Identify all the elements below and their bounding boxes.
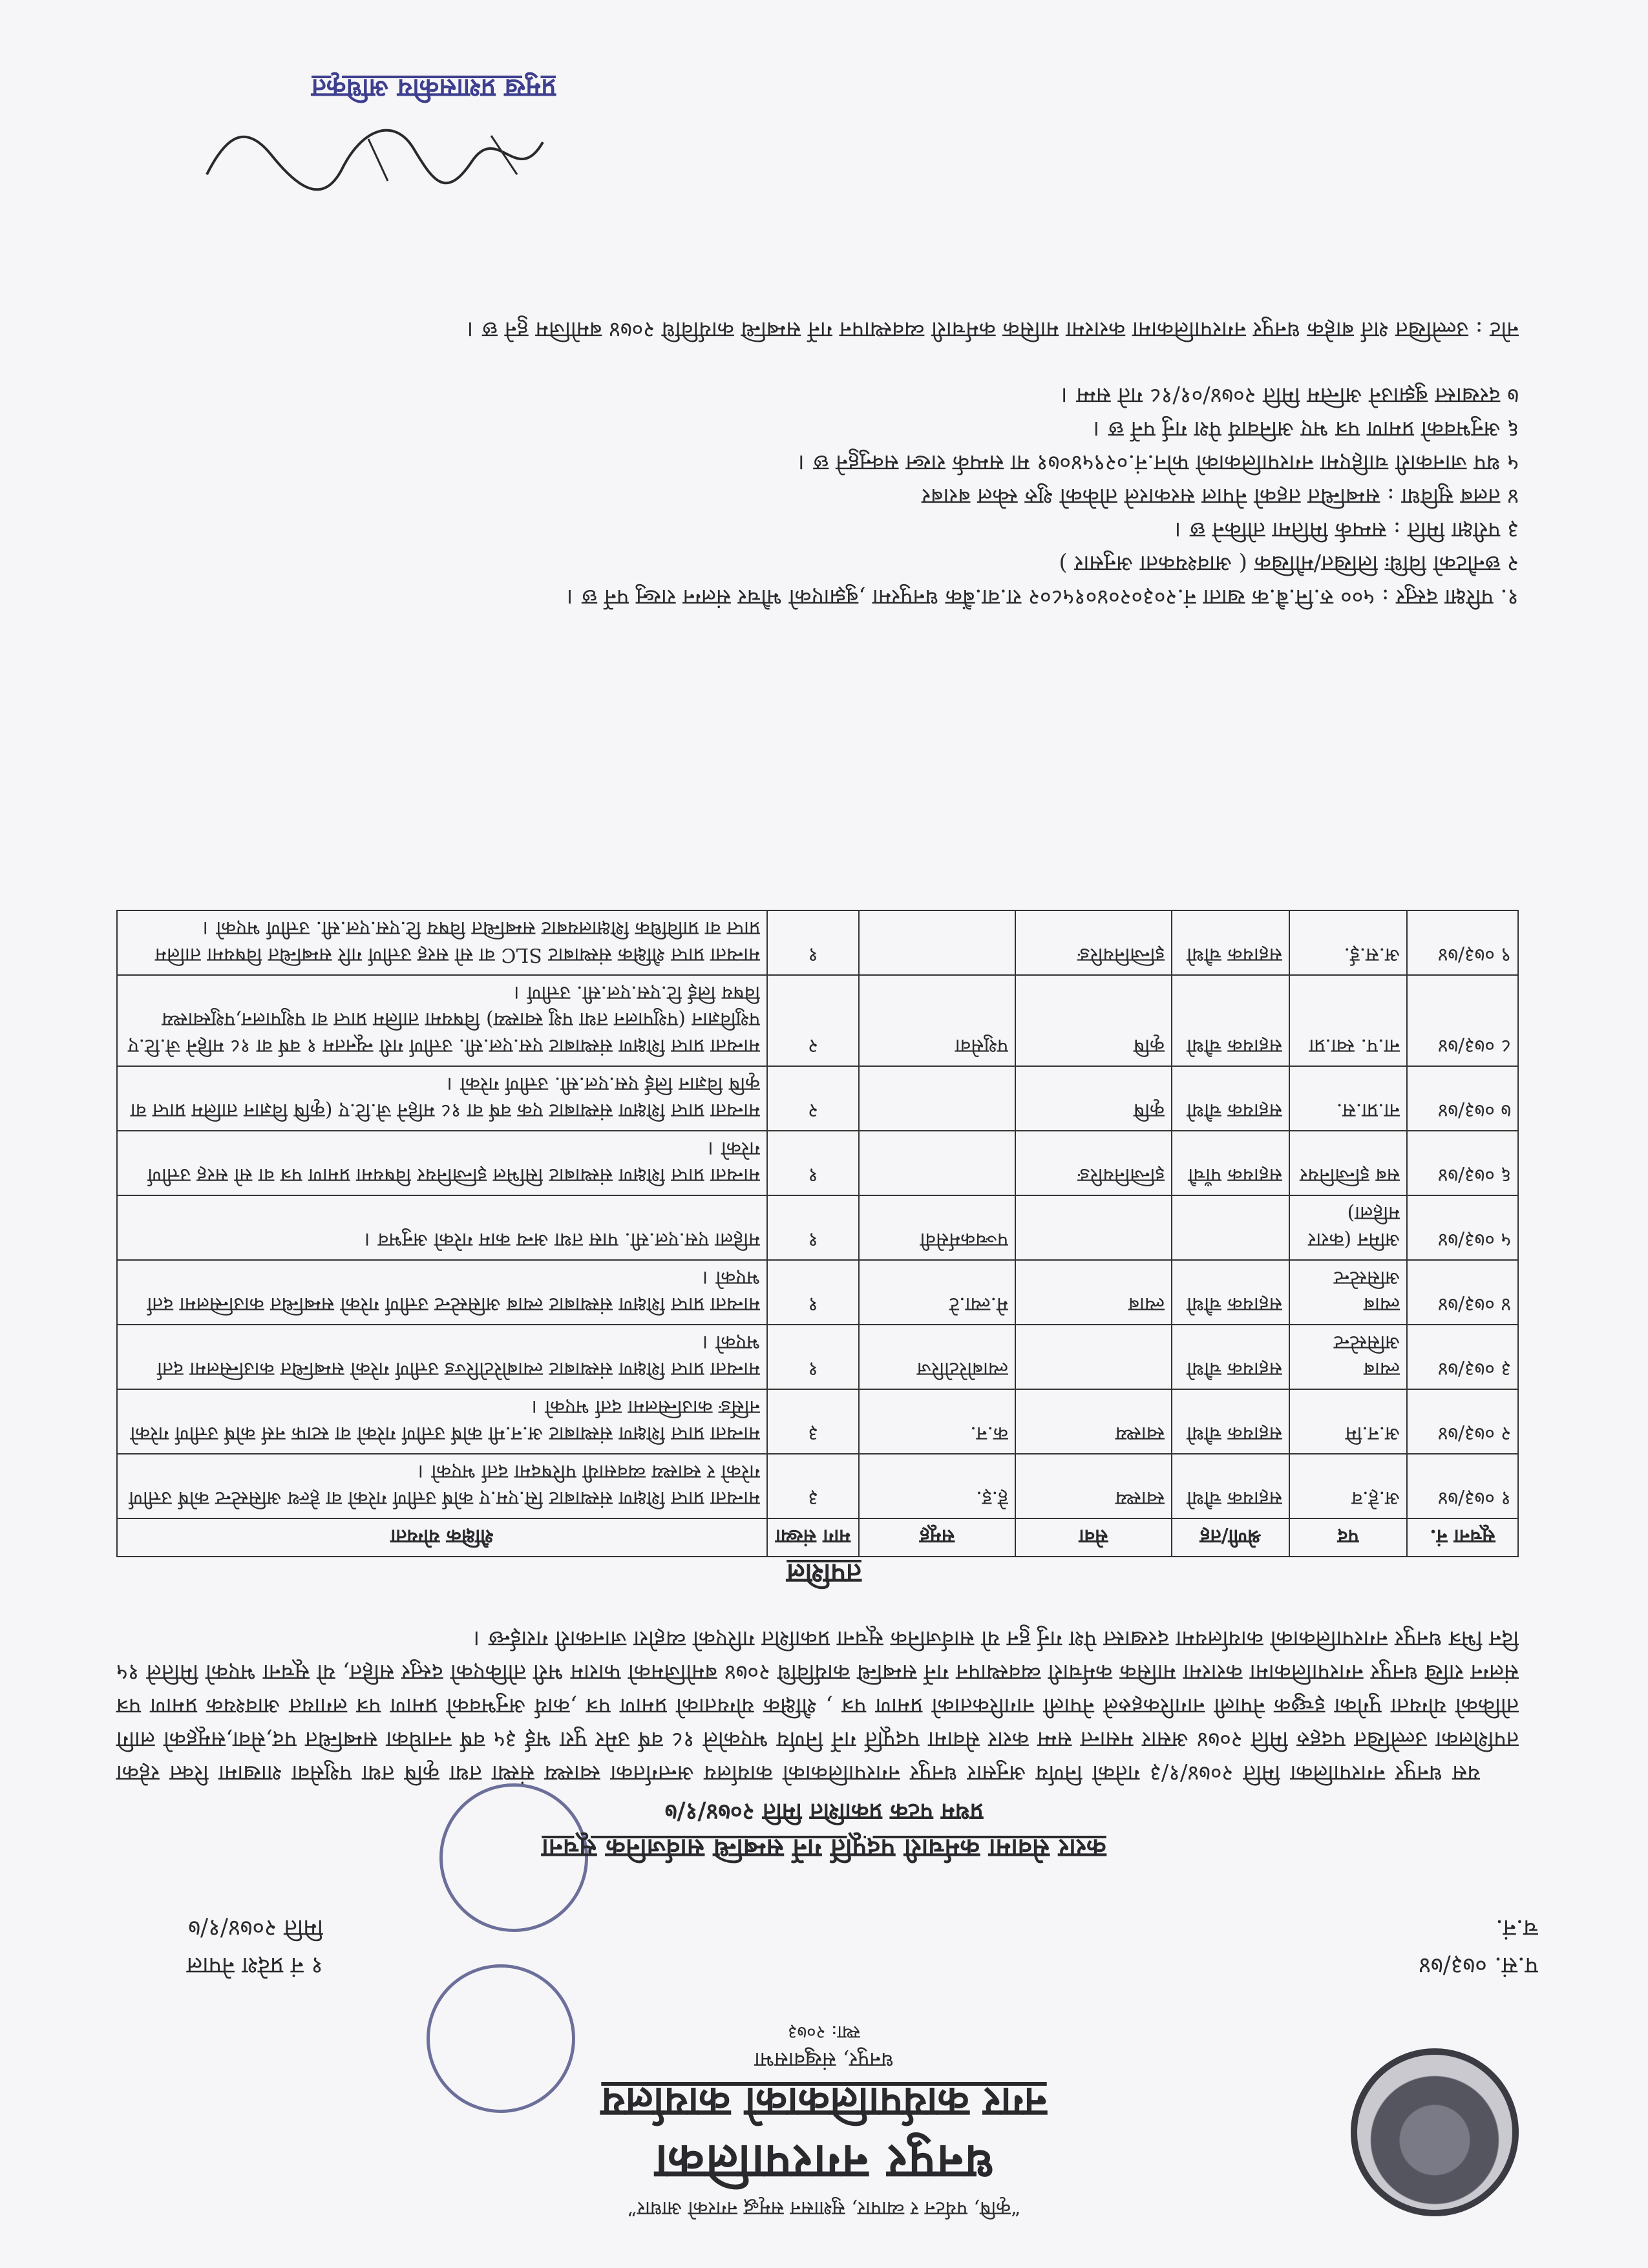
table-cell: हे.इ. bbox=[859, 1454, 1015, 1518]
table-cell bbox=[859, 1131, 1015, 1195]
table-cell: कृषि bbox=[1015, 1066, 1172, 1131]
table-cell: पशुसेवा bbox=[859, 975, 1015, 1066]
handwritten-signature-icon bbox=[194, 116, 556, 200]
table-body bbox=[117, 910, 1518, 1518]
office-address: धनपुर, संखुवासभा bbox=[754, 2048, 894, 2072]
table-cell: ५ ०७३/७४ bbox=[1407, 1195, 1518, 1260]
table-row bbox=[117, 1131, 1518, 1195]
column-header: माग संख्या bbox=[767, 1518, 859, 1557]
terms-list bbox=[116, 379, 1519, 614]
signature-block bbox=[168, 72, 556, 200]
vacancy-table bbox=[116, 910, 1519, 1557]
table-cell: ल्याब bbox=[1015, 1260, 1172, 1325]
table-cell: ल्याबोरेटोरिज bbox=[859, 1325, 1015, 1389]
table-row bbox=[117, 1454, 1518, 1518]
table-cell: मान्यता प्राप्त शिक्षण संस्थाबाट ल्याब असिस्टेन्ट उत्तीर्ण गरेको सम्बन्धित काउन्सिलमा दर्ता भएको । bbox=[117, 1260, 767, 1325]
ref-province: १ नं प्रदेश नेपाल bbox=[186, 1952, 323, 1979]
annex-label: तपशिल bbox=[787, 1558, 861, 1590]
table-cell: सहायक चौथो bbox=[1172, 910, 1289, 975]
ref-chalani: च.नं. bbox=[1495, 1915, 1538, 1941]
table-cell: २ ०७३/७४ bbox=[1407, 1389, 1518, 1454]
table-cell bbox=[859, 1066, 1015, 1131]
table-row bbox=[117, 1389, 1518, 1454]
motto: “कृषि, पर्यटन र व्यापार, सुशासन समृद्ध नगरको आधार” bbox=[627, 2197, 1021, 2220]
table-cell: इन्जिनियरिङ bbox=[1015, 910, 1172, 975]
table-cell: १ bbox=[767, 1325, 859, 1389]
table-cell: ना.प्रा.स. bbox=[1289, 1066, 1407, 1131]
signatory-title: प्रमुख प्रशासकीय अधिकृत bbox=[312, 73, 556, 103]
table-row bbox=[117, 1260, 1518, 1325]
table-cell: १ bbox=[767, 1131, 859, 1195]
table-row bbox=[117, 1195, 1518, 1260]
table-cell: ७ ०७३/७४ bbox=[1407, 1066, 1518, 1131]
term-item: ५ थप जानकारी चाहिएमा नगरपालिकाको फोन.नं.०२९५४०७१ मा सम्पर्क राख्न सक्नुहुने छ । bbox=[798, 450, 1519, 476]
column-header: सेवा bbox=[1015, 1518, 1172, 1557]
province-date-block bbox=[187, 1909, 323, 1984]
table-cell: ल्याब असिस्टेन्ट bbox=[1289, 1325, 1407, 1389]
table-cell: ८ ०७३/७४ bbox=[1407, 975, 1518, 1066]
table-row bbox=[117, 910, 1518, 975]
table-cell: ल्याब असिस्टेन्ट bbox=[1289, 1260, 1407, 1325]
table-cell: मान्यता प्राप्त शिक्षण संस्थाबाट एस.एल.सी. उत्तीर्ण गरी न्यूनतम १ वर्ष वा १८ महिने जे.टि.ए पशुविज्ञान (पशुपालन तथा पशु स्वास्थ्य) विषयमा तालिम प्राप्त वा पशुपालन,पशुस्वास्थ्य विषय लिई टि.एस.एल.सी. उत्तीर्ण । bbox=[117, 975, 767, 1066]
table-cell: ६ ०७३/७४ bbox=[1407, 1131, 1518, 1195]
table-cell: ३ ०७३/७४ bbox=[1407, 1325, 1518, 1389]
table-cell bbox=[1172, 1195, 1289, 1260]
column-header: सूचना नं. bbox=[1407, 1518, 1518, 1557]
notice-body: यस धनपुर नगरपालिका मिति २०७४/१/३ गतेको निर्णय अनुसार धनपुर नगरपालिकाको कार्यालय अन्तर्गतका स्वास्थ्य संस्था तथा कृषि तथा पशुसेवा शाखामा रिक्त रहेका तपशिलका उल्लेखित पदहरु मिति २०७४ असार मसान्त सम्म करार सेवामा पदपूर्ति गर्ने निर्णय भएकोले १८ वर्ष उमेर पुरा भई ३५ वर्ष ननाघेका सम्बन्धित पद,सेवा,समूहको लागि तोकिको योग्यता पुगेका इच्छुक नेपाली नागरिकहरुले नेपाली नागरिकताको प्रमाण पत्र , शैक्षिक योग्यताको प्रमाण पत्र ,कार्य अनुभवको प्रमाण पत्र लगायत आवश्यक प्रमाण पत्र संलग्न राखि धनपुर नगरपालिकामा करारमा मासिक कर्मचारी व्यवस्थापन गर्ने सम्बन्धि कार्यविधि २०७४ बमोजिमको फाराम भरी तोकिएको दस्तुर सहित, यो सूचना भएको मितिले १५ दिन भित्र धनपुर नगरपालिकाको कार्यालयमा दरखास्त पेश गर्नु हुन यो सार्वजनिक सूचना प्रकाशित गरिएको व्यहोरा जानकारी गराईन्छ । bbox=[116, 1626, 1519, 1786]
table-cell: मान्यता प्राप्त शिक्षण संस्थाबाट एक वर्ष वा १८ महिने जे.टि.ए (कृषि विज्ञान तालिम प्राप्त वा कृषि विज्ञान लिई एस.एल.सी. उत्तीर्ण गरेको । bbox=[117, 1066, 767, 1131]
term-item: ४ तलब सुविधा : सम्बन्धित तहको नेपाल सरकारले तोकेको शुरु स्केल बराबर bbox=[922, 483, 1519, 509]
table-cell: अ.हे.व bbox=[1289, 1454, 1407, 1518]
table-cell: मे.ल्या.टे bbox=[859, 1260, 1015, 1325]
ref-date: मिति २०७४/१/७ bbox=[188, 1915, 323, 1941]
table-cell: ३ bbox=[767, 1389, 859, 1454]
table-cell: २ bbox=[767, 975, 859, 1066]
established-year: स्था: २०७३ bbox=[787, 2022, 861, 2043]
term-item: ७ दरखास्त बुझाउने अन्तिम मिति २०७४/०१/१८ गते सम्म । bbox=[1061, 383, 1519, 408]
table-cell: मान्यता प्राप्त शैक्षिक संस्थाबाट SLC वा सो सरह उत्तीर्ण गरि सम्बन्धित विषयमा तालिम प्राप्त वा प्राविधिक शिक्षालयबाट सम्बन्धित विषय टि.एस.एल.सी. उत्तीर्ण भएको । bbox=[117, 910, 767, 975]
table-cell: मान्यता प्राप्त शिक्षण संस्थाबाट अ.न.मी कोर्ष उत्तीर्ण गरेको वा स्टाफ नर्स कोर्ष उत्तीर्ण गरेको नर्सिङ काउन्सिलमा दर्ता भएको । bbox=[117, 1389, 767, 1454]
table-cell: सहायक चौथो bbox=[1172, 975, 1289, 1066]
term-item: २ छनौटको विधिः लिखित/मौखिक ( आवश्यकता अनुसार ) bbox=[1059, 551, 1519, 576]
table-cell: सहायक चौथो bbox=[1172, 1260, 1289, 1325]
table-cell: १ ०७३/७४ bbox=[1407, 1454, 1518, 1518]
table-cell: ३ bbox=[767, 1454, 859, 1518]
table-cell: अ.स.ई. bbox=[1289, 910, 1407, 975]
term-item: १. परिक्षा दस्तुर : ५०० रु.नि.बै.क खाता नं.२०३०२०४०१५८०२ रा.वा.बैंक धनपुरमा ,बुझाएको भौचर संलग्न राख्नु पर्ने छ । bbox=[566, 584, 1519, 610]
table-cell: २ bbox=[767, 1066, 859, 1131]
table-cell: १ bbox=[767, 910, 859, 975]
table-row bbox=[117, 1325, 1518, 1389]
table-cell: सहायक चौथो bbox=[1172, 1325, 1289, 1389]
table-row bbox=[117, 975, 1518, 1066]
column-header: श्रेणी/तह bbox=[1172, 1518, 1289, 1557]
table-row bbox=[117, 1066, 1518, 1131]
table-cell: सब इन्जिनियर bbox=[1289, 1131, 1407, 1195]
table-cell: पञ्चकर्मसेवी bbox=[859, 1195, 1015, 1260]
table-cell: अमिन (करार महिला) bbox=[1289, 1195, 1407, 1260]
table-cell: १ bbox=[767, 1260, 859, 1325]
column-header: शैक्षिक योग्यता bbox=[117, 1518, 767, 1557]
table-cell: १ bbox=[767, 1195, 859, 1260]
term-item: ३ परीक्षा मिति : सम्पर्क मितिमा तोकिने छ । bbox=[1174, 517, 1519, 543]
table-cell: सहायक पाँचौ bbox=[1172, 1131, 1289, 1195]
table-cell: ९ ०७३/७४ bbox=[1407, 910, 1518, 975]
table-cell: अ.न.मि bbox=[1289, 1389, 1407, 1454]
column-header: समूह bbox=[859, 1518, 1015, 1557]
table-cell bbox=[1015, 1195, 1172, 1260]
table-cell bbox=[859, 910, 1015, 975]
table-cell: मान्यता प्राप्त शिक्षण संस्थाबाट सि.एम.ए कोर्ष उत्तीर्ण गरेको वा हेल्थ असिस्टेन्ट कोर्ष उत्तीर्ण गरेको र स्वास्थ्य व्यवसायी परिषदमा दर्ता भएको । bbox=[117, 1454, 767, 1518]
table-cell: मान्यता प्राप्त शिक्षण संस्थाबाट सिभिल इन्जिनियर विषयमा प्रमाण पत्र वा सो सरह उत्तीर्ण गरेको । bbox=[117, 1131, 767, 1195]
table-header-row bbox=[117, 1518, 1518, 1557]
footnote: नोट : उल्लेखित शर्त बाहेक धनपुर नगरपालिकामा करारमा मासिक कर्मचारी व्यवस्थापन गर्ने सम्बन्धि कार्यविधि २०७४ बमोजिम हुने छ । bbox=[467, 317, 1519, 342]
table-cell: क.न. bbox=[859, 1389, 1015, 1454]
table-cell: सहायक चौथो bbox=[1172, 1066, 1289, 1131]
notice-subtitle: प्रथम पटक प्रकाशित मिति २०७४/१/७ bbox=[664, 1798, 984, 1825]
table-cell: कृषि bbox=[1015, 975, 1172, 1066]
ref-patra: प.सं. ०७३/७४ bbox=[1419, 1952, 1538, 1979]
table-cell: मान्यता प्राप्त शिक्षण संस्थाबाट ल्याबोरेटोरिज्ड उत्तीर्ण गरेको सम्बन्धित काउन्सिलमा दर्ता भएको । bbox=[117, 1325, 767, 1389]
table-cell: महिला एस.एल.सी. पास तथा अन्य काम गरेको अनुभव । bbox=[117, 1195, 767, 1260]
municipality-name: धनपुर नगरपालिका bbox=[653, 2134, 995, 2190]
table-cell: इन्जिनियरिङ bbox=[1015, 1131, 1172, 1195]
office-name: नगर कार्यपालिकाको कार्यालय bbox=[601, 2078, 1047, 2126]
column-header: पद bbox=[1289, 1518, 1407, 1557]
table-cell: सहायक चौथो bbox=[1172, 1454, 1289, 1518]
table-cell: ना.प. स्वा.प्रा bbox=[1289, 975, 1407, 1066]
reference-block bbox=[1419, 1909, 1538, 1984]
table-cell: ४ ०७३/७४ bbox=[1407, 1260, 1518, 1325]
notice-title: करार सेवामा कर्मचारी पदपूर्ति गर्ने सम्बन्धि सार्वजनिक सूचना bbox=[542, 1833, 1106, 1864]
term-item: ६ अनुभवको प्रमाण पत्र भए अनिवार्य पेश गर्नु पर्ने छ । bbox=[1093, 416, 1519, 442]
table-cell bbox=[1015, 1325, 1172, 1389]
table-cell: स्वास्थ्य bbox=[1015, 1389, 1172, 1454]
table-cell: स्वास्थ्य bbox=[1015, 1454, 1172, 1518]
table-cell: सहायक चौथो bbox=[1172, 1389, 1289, 1454]
